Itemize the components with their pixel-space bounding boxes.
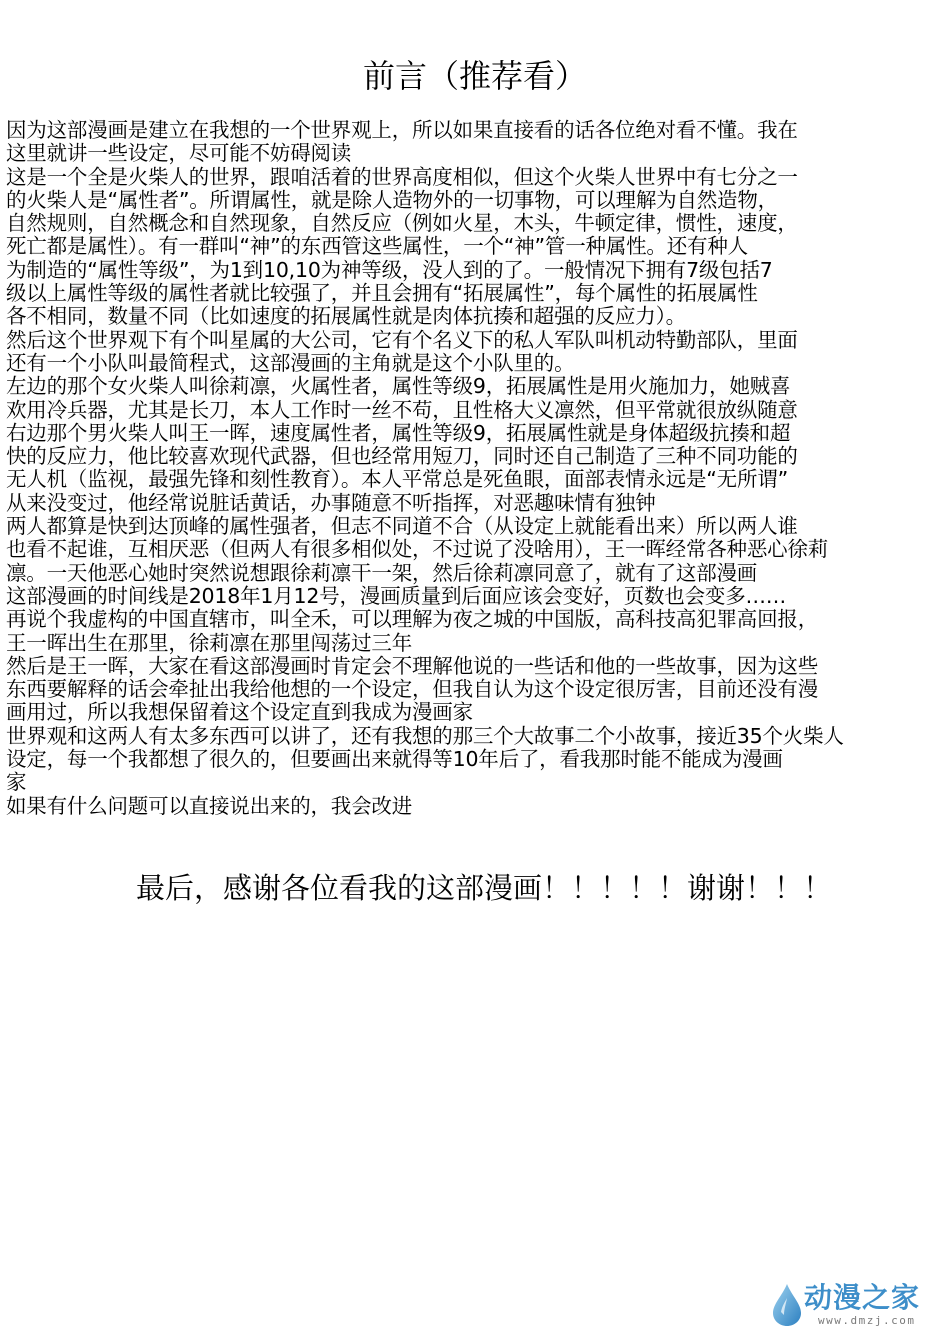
text-line: 这部漫画的时间线是2018年1月12号，漫画质量到后面应该会变好，页数也会变多…… bbox=[6, 584, 787, 608]
text-line: 也看不起谁，互相厌恶（但两人有很多相似处，不过说了没啥用），王一晖经常各种恶心徐莉 bbox=[6, 538, 829, 562]
text-line: 因为这部漫画是建立在我想的一个世界观上，所以如果直接看的话各位绝对看不懂。我在 bbox=[6, 119, 798, 142]
text-line: 的火柴人是“属性者”。所谓属性，就是除人造物外的一切事物，可以理解为自然造物， bbox=[6, 188, 778, 212]
closing-message: 最后，感谢各位看我的这部漫画！！！！！谢谢！！！ bbox=[135, 871, 832, 905]
preface-body bbox=[6, 119, 946, 818]
text-line: 右边那个男火柴人叫王一晖，速度属性者，属性等级9，拓展属性就是身体超级抗揍和超 bbox=[6, 421, 791, 445]
text-line: 凛。一天他恶心她时突然说想跟徐莉凛干一架，然后徐莉凛同意了，就有了这部漫画 bbox=[6, 561, 758, 585]
text-line: 无人机（监视，最强先锋和刻性教育）。本人平常总是死鱼眼，面部表情永远是“无所谓” bbox=[6, 468, 788, 492]
text-line: 级以上属性等级的属性者就比较强了，并且会拥有“拓展属性”，每个属性的拓展属性 bbox=[6, 282, 758, 306]
text-line: 从来没变过，他经常说脏话黄话，办事随意不听指挥，对恶趣味情有独钟 bbox=[6, 491, 656, 515]
text-line: 世界观和这两人有太多东西可以讲了，还有我想的那三个大故事二个小故事，接近35个火柴人 bbox=[6, 724, 844, 748]
text-line: 自然规则，自然概念和自然现象，自然反应（例如火星，木头，牛顿定律，惯性，速度， bbox=[6, 212, 798, 236]
text-line: 各不相同，数量不同（比如速度的拓展属性就是肉体抗揍和超强的反应力）。 bbox=[6, 305, 686, 329]
water-drop-logo-icon bbox=[770, 1282, 804, 1328]
text-line: 这里就讲一些设定，尽可能不妨碍阅读 bbox=[6, 142, 352, 166]
text-line: 两人都算是快到达顶峰的属性强者，但志不同道不合（从设定上就能看出来）所以两人谁 bbox=[6, 515, 798, 539]
text-line: 然后是王一晖，大家在看这部漫画时肯定会不理解他说的一些话和他的一些故事，因为这些 bbox=[6, 654, 818, 678]
site-watermark bbox=[770, 1278, 930, 1330]
text-line: 然后这个世界观下有个叫星属的大公司，它有个名义下的私人军队叫机动特勤部队，里面 bbox=[6, 328, 798, 352]
watermark-url: www.dmzj.com bbox=[818, 1314, 916, 1327]
text-line: 再说个我虚构的中国直辖市，叫全禾，可以理解为夜之城的中国版，高科技高犯罪高回报， bbox=[6, 608, 818, 632]
text-line: 家 bbox=[6, 771, 27, 795]
text-line: 王一晖出生在那里，徐莉凛在那里闯荡过三年 bbox=[6, 631, 412, 655]
text-line: 还有一个小队叫最简程式，这部漫画的主角就是这个小队里的。 bbox=[6, 351, 575, 375]
text-line: 画用过，所以我想保留着这个设定直到我成为漫画家 bbox=[6, 701, 473, 725]
text-line: 如果有什么问题可以直接说出来的，我会改进 bbox=[6, 794, 412, 818]
text-line: 欢用冷兵器，尤其是长刀，本人工作时一丝不苟，且性格大义凛然，但平常就很放纵随意 bbox=[6, 398, 798, 422]
text-line: 这是一个全是火柴人的世界，跟咱活着的世界高度相似，但这个火柴人世界中有七分之一 bbox=[6, 165, 798, 189]
text-line: 设定，每一个我都想了很久的，但要画出来就得等10年后了，看我那时能不能成为漫画 bbox=[6, 748, 783, 772]
text-line: 快的反应力，他比较喜欢现代武器，但也经常用短刀，同时还自己制造了三种不同功能的 bbox=[6, 445, 798, 469]
text-line: 为制造的“属性等级”，为1到10,10为神等级，没人到的了。一般情况下拥有7级包括7 bbox=[6, 258, 773, 282]
page-title: 前言（推荐看） bbox=[362, 57, 587, 95]
text-line: 左边的那个女火柴人叫徐莉凛，火属性者，属性等级9，拓展属性是用火施加力，她贼喜 bbox=[6, 375, 791, 399]
watermark-site-name: 动漫之家 bbox=[804, 1281, 921, 1314]
text-line: 死亡都是属性）。有一群叫“神”的东西管这些属性，一个“神”管一种属性。还有种人 bbox=[6, 235, 748, 259]
text-line: 东西要解释的话会牵扯出我给他想的一个设定，但我自认为这个设定很厉害，目前还没有漫 bbox=[6, 678, 818, 702]
